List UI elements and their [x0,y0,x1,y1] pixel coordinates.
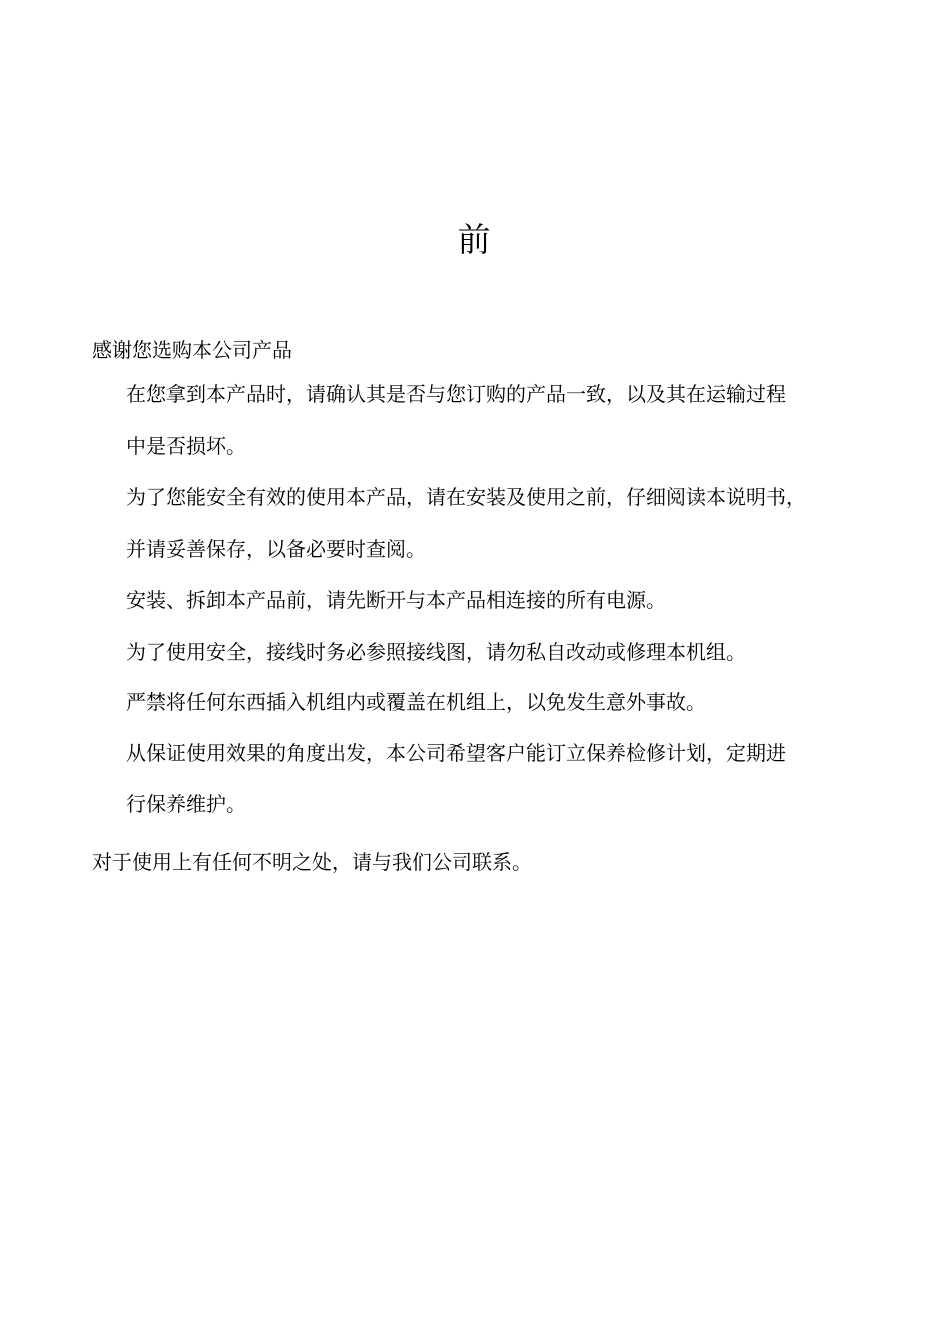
paragraph-2-line-2: 并请妥善保存，以备必要时查阅。 [126,537,426,561]
paragraph-1-line-2: 中是否损坏。 [126,434,246,458]
closing-line: 对于使用上有任何不明之处，请与我们公司联系。 [92,850,532,874]
paragraph-2-line-1: 为了您能安全有效的使用本产品，请在安装及使用之前，仔细阅读本说明书， [126,485,806,509]
paragraph-6-line-1: 从保证使用效果的角度出发，本公司希望客户能订立保养检修计划，定期进 [126,741,786,765]
page-title: 前 [457,220,493,259]
paragraph-4-line-1: 为了使用安全，接线时务必参照接线图，请勿私自改动或修理本机组。 [126,640,746,664]
paragraph-1-line-1: 在您拿到本产品时，请确认其是否与您订购的产品一致，以及其在运输过程 [126,382,786,406]
paragraph-5-line-1: 严禁将任何东西插入机组内或覆盖在机组上，以免发生意外事故。 [126,690,706,714]
paragraph-6-line-2: 行保养维护。 [126,792,246,816]
paragraph-3-line-1: 安装、拆卸本产品前，请先断开与本产品相连接的所有电源。 [126,588,666,612]
intro-line: 感谢您选购本公司产品 [92,338,292,362]
